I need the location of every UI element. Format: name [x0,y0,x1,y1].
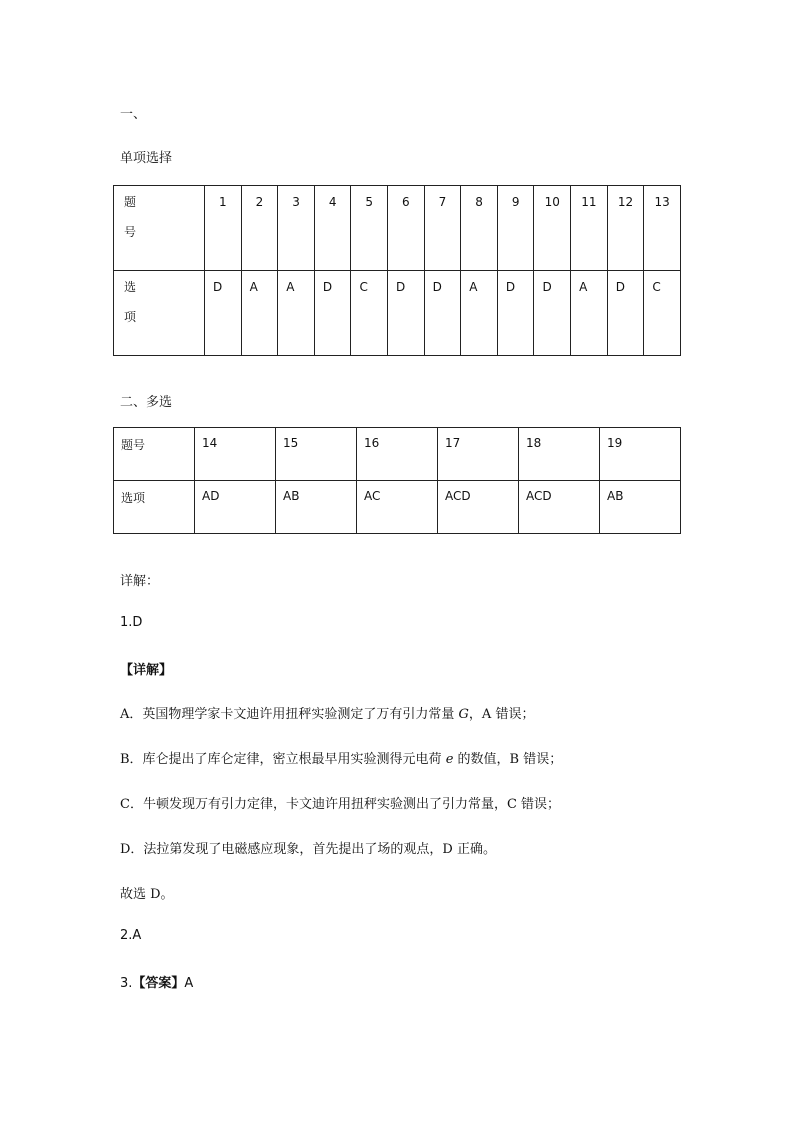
question-number-cell: 4 [314,186,351,271]
option-text: B．库仑提出了库仑定律，密立根最早用实验测得元电荷 [120,752,446,767]
answer-cell: D [424,271,461,356]
answer-cell: AC [357,481,438,534]
question-number-cell: 19 [600,428,681,481]
table-header-cell: 题号 [114,428,195,481]
answer-tag: 【答案】 [132,976,185,991]
question-number-cell: 1 [205,186,242,271]
single-choice-table [113,185,681,356]
question-number-cell: 13 [644,186,681,271]
table-row [114,186,681,271]
elementary-charge-symbol: e [445,752,454,767]
table-row [114,428,681,481]
section2-title: 二、多选 [120,395,173,410]
q3-number: 3. [120,976,133,991]
answer-cell: D [497,271,534,356]
answer-cell: D [388,271,425,356]
answer-cell: AB [600,481,681,534]
question-number-cell: 11 [571,186,608,271]
question-number-cell: 3 [278,186,315,271]
answer-cell: ACD [519,481,600,534]
question-number-cell: 10 [534,186,571,271]
answer-cell: D [607,271,644,356]
question-number-cell: 17 [438,428,519,481]
q1-option-c: C．牛顿发现万有引力定律，卡文迪许用扭秤实验测出了引力常量，C 错误； [120,797,561,812]
table-header-cell [114,271,205,356]
question-number-cell: 2 [241,186,278,271]
answer-cell: A [241,271,278,356]
answer-cell: C [351,271,388,356]
question-number-cell: 18 [519,428,600,481]
answer-cell: A [571,271,608,356]
question-number-cell: 14 [195,428,276,481]
answer-cell: C [644,271,681,356]
table-row [114,271,681,356]
question-number-cell: 8 [461,186,498,271]
answer-cell: D [205,271,242,356]
multi-choice-table [113,427,681,534]
header-char: 题 [124,195,137,209]
option-text: A．英国物理学家卡文迪许用扭秤实验测定了万有引力常量 [120,707,459,722]
q1-option-b [120,748,562,767]
explanation-label: 详解： [120,574,160,589]
table-header-cell [114,186,205,271]
answer-cell: D [534,271,571,356]
question-number-cell: 15 [276,428,357,481]
q2-title: 2.A [120,928,142,943]
q1-conclusion: 故选 D。 [120,887,174,902]
answer-cell: A [278,271,315,356]
header-char: 项 [124,310,137,324]
question-number-cell: 12 [607,186,644,271]
section1-number: 一、 [120,107,147,122]
table-header-cell: 选项 [114,481,195,534]
answer-cell: D [314,271,351,356]
q1-title: 1.D [120,615,143,630]
q3-answer: A [184,976,194,991]
answer-cell: AB [276,481,357,534]
answer-cell: ACD [438,481,519,534]
question-number-cell: 5 [351,186,388,271]
option-text: ，A 错误； [468,707,535,722]
question-number-cell: 6 [388,186,425,271]
q1-option-a [120,703,534,722]
answer-cell: AD [195,481,276,534]
section1-title: 单项选择 [120,151,173,166]
q1-detail-tag: 【详解】 [120,663,173,678]
question-number-cell: 7 [424,186,461,271]
gravitational-constant-symbol: G [458,707,469,722]
answer-cell: A [461,271,498,356]
q1-option-d: D．法拉第发现了电磁感应现象，首先提出了场的观点，D 正确。 [120,842,496,857]
q3-answer-line [120,972,193,991]
question-number-cell: 9 [497,186,534,271]
table-row [114,481,681,534]
option-text: 的数值，B 错误； [453,752,563,767]
question-number-cell: 16 [357,428,438,481]
header-char: 号 [124,225,137,239]
header-char: 选 [124,280,137,294]
